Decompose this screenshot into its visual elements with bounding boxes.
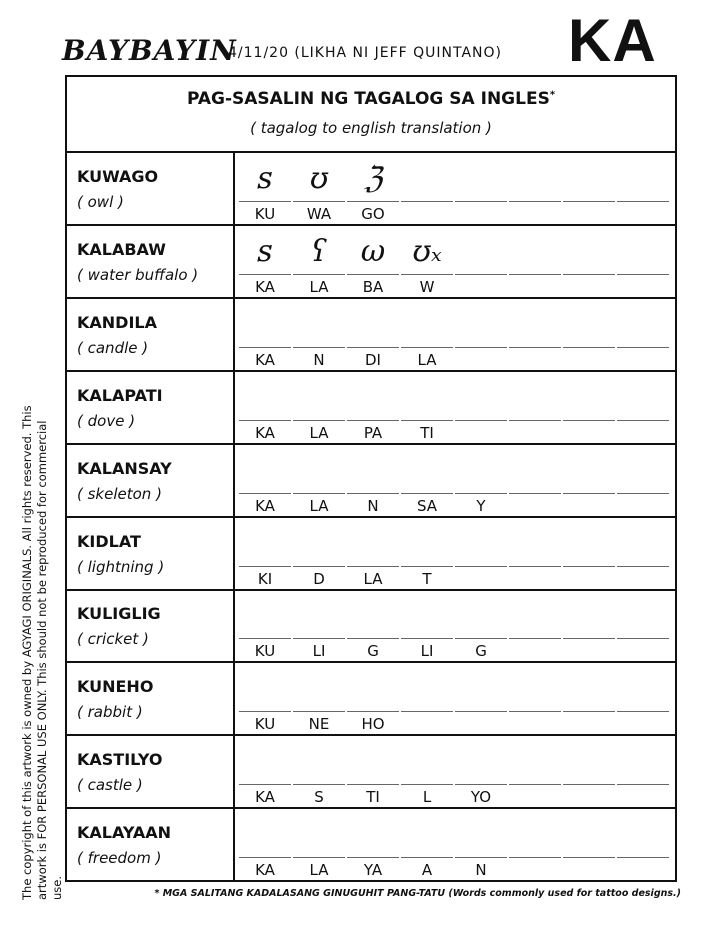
writing-slot (563, 566, 615, 567)
writing-slot (617, 274, 669, 275)
title-sub: ( tagalog to english translation ) (250, 119, 492, 137)
writing-slot (509, 784, 561, 785)
date-credit: 4/11/20 (LIKHA NI JEFF QUINTANO) (228, 45, 502, 61)
writing-slot (509, 711, 561, 712)
writing-slot (347, 420, 399, 421)
writing-slot (293, 784, 345, 785)
writing-slot (509, 420, 561, 421)
writing-slot (563, 274, 615, 275)
writing-slot (617, 566, 669, 567)
writing-slot (347, 493, 399, 494)
writing-slot (617, 711, 669, 712)
writing-slot (293, 274, 345, 275)
writing-slot (239, 784, 291, 785)
writing-slot (239, 201, 291, 202)
baybayin-glyph: ꜱ (257, 161, 273, 196)
writing-slot (455, 711, 507, 712)
writing-slot (455, 493, 507, 494)
english-translation: ( skeleton ) (77, 484, 162, 503)
syllable-label: LI (312, 642, 326, 661)
word-row (67, 299, 675, 372)
english-translation: ( freedom ) (77, 849, 162, 868)
writing-slot (563, 201, 615, 202)
english-translation: ( lightning ) (77, 557, 165, 576)
tagalog-word: KASTILYO (77, 750, 163, 770)
writing-slot (239, 857, 291, 858)
syllable-label: LA (309, 861, 329, 880)
writing-slot (509, 857, 561, 858)
writing-slot (401, 201, 453, 202)
writing-slot (563, 420, 615, 421)
word-row (67, 226, 675, 299)
syllable-label: YO (470, 788, 492, 807)
writing-slot (563, 493, 615, 494)
syllable-label: KA (255, 788, 275, 807)
writing-slot (239, 638, 291, 639)
tagalog-word: KUNEHO (77, 677, 154, 697)
syllable-label: W (419, 277, 435, 296)
syllable-label: S (314, 788, 324, 807)
writing-slot (563, 711, 615, 712)
syllable-label: KA (255, 423, 275, 442)
syllable-label: LI (420, 642, 434, 661)
syllable-label: WA (306, 205, 332, 223)
syllable-label: TI (366, 788, 380, 807)
english-translation: ( water buffalo ) (77, 265, 199, 284)
writing-slot (347, 566, 399, 567)
syllable-label: LA (309, 496, 329, 515)
writing-slot (455, 420, 507, 421)
writing-slot (347, 201, 399, 202)
writing-slot (239, 493, 291, 494)
syllable-label: L (422, 788, 432, 807)
word-row (67, 663, 675, 736)
baybayin-glyph: ω (360, 233, 386, 269)
writing-slot (401, 857, 453, 858)
english-translation: ( castle ) (77, 776, 143, 795)
english-translation: ( cricket ) (77, 630, 149, 649)
writing-slot (455, 857, 507, 858)
baybayin-glyph: ꜱ (257, 233, 273, 269)
writing-slot (293, 347, 345, 348)
writing-slot (455, 566, 507, 567)
writing-slot (401, 274, 453, 275)
syllable-label: N (367, 496, 379, 515)
writing-slot (509, 493, 561, 494)
worksheet (65, 75, 677, 882)
syllable-title: KA (568, 7, 657, 74)
writing-slot (293, 493, 345, 494)
syllable-label: D (313, 569, 325, 588)
syllable-label: GO (361, 205, 385, 223)
word-row (67, 518, 675, 591)
syllable-label: HO (361, 715, 385, 734)
writing-slot (293, 201, 345, 202)
syllable-label: LA (309, 277, 329, 296)
syllable-label: KU (254, 642, 276, 661)
writing-slot (563, 784, 615, 785)
writing-slot (401, 711, 453, 712)
title-main: PAG-SASALIN NG TAGALOG SA INGLES* (186, 89, 556, 109)
tagalog-word: KANDILA (77, 312, 157, 332)
syllable-label: PA (363, 423, 383, 442)
syllable-label: KA (255, 277, 275, 296)
word-row (67, 736, 675, 809)
syllable-label: T (422, 569, 432, 588)
writing-slot (563, 347, 615, 348)
writing-slot (239, 711, 291, 712)
syllable-label: KU (254, 205, 276, 223)
word-row (67, 372, 675, 445)
writing-slot (455, 638, 507, 639)
writing-slot (617, 784, 669, 785)
writing-slot (347, 711, 399, 712)
syllable-label: SA (416, 496, 438, 515)
syllable-label: LA (309, 423, 329, 442)
writing-slot (617, 638, 669, 639)
writing-slot (401, 638, 453, 639)
writing-slot (293, 857, 345, 858)
writing-slot (347, 638, 399, 639)
syllable-label: N (313, 350, 325, 369)
writing-slot (239, 566, 291, 567)
syllable-label: KA (255, 496, 275, 515)
syllable-label: KA (255, 350, 275, 369)
english-translation: ( candle ) (77, 338, 149, 357)
tagalog-word: KUWAGO (77, 167, 159, 186)
writing-slot (617, 420, 669, 421)
writing-slot (617, 347, 669, 348)
english-translation: ( owl ) (77, 193, 124, 211)
writing-slot (401, 420, 453, 421)
writing-slot (563, 638, 615, 639)
syllable-label: Y (476, 496, 486, 515)
writing-slot (617, 493, 669, 494)
writing-slot (293, 420, 345, 421)
syllable-label: N (475, 861, 487, 880)
writing-slot (455, 274, 507, 275)
baybayin-glyph: ʕ (310, 233, 328, 269)
copyright-note: The copyright of this artwork is owned by AGYAGI ORIGINALS. All rights reserved. This artwork is FOR PERSONAL USE ONLY. This should not be reproduced for commercial use. (20, 405, 64, 900)
writing-slot (617, 201, 669, 202)
syllable-label: G (367, 642, 379, 661)
writing-slot (293, 711, 345, 712)
writing-slot (509, 201, 561, 202)
writing-slot (347, 347, 399, 348)
word-row (67, 445, 675, 518)
syllable-label: TI (420, 423, 434, 442)
english-translation: ( rabbit ) (77, 703, 143, 722)
syllable-label: BA (362, 277, 384, 296)
writing-slot (455, 201, 507, 202)
writing-slot (293, 638, 345, 639)
writing-slot (347, 274, 399, 275)
writing-slot (347, 784, 399, 785)
syllable-label: KU (254, 715, 276, 734)
tagalog-word: KIDLAT (77, 531, 141, 551)
syllable-label: LA (417, 350, 437, 369)
syllable-label: KA (255, 861, 275, 880)
writing-slot (509, 638, 561, 639)
syllable-label: DI (365, 350, 381, 369)
footnote: * MGA SALITANG KADALASANG GINUGUHIT PANG-TATU (Words commonly used for tattoo designs.) (154, 888, 681, 899)
tagalog-word: KALAPATI (77, 385, 163, 405)
writing-slot (347, 857, 399, 858)
writing-slot (617, 857, 669, 858)
writing-slot (401, 347, 453, 348)
tagalog-word: KALABAW (77, 239, 166, 259)
writing-slot (401, 493, 453, 494)
writing-slot (563, 857, 615, 858)
tagalog-word: KALANSAY (77, 458, 172, 478)
writing-slot (455, 784, 507, 785)
writing-slot (293, 566, 345, 567)
writing-slot (239, 274, 291, 275)
writing-slot (509, 347, 561, 348)
writing-slot (509, 566, 561, 567)
writing-slot (509, 274, 561, 275)
writing-slot (401, 784, 453, 785)
word-row (67, 809, 675, 882)
syllable-label: LA (363, 569, 383, 588)
syllable-label: NE (308, 715, 330, 734)
syllable-label: YA (363, 861, 383, 880)
tagalog-word: KULIGLIG (77, 604, 161, 624)
writing-slot (455, 347, 507, 348)
baybayin-glyph: ʊ (309, 161, 329, 196)
tagalog-word: KALAYAAN (77, 823, 172, 843)
writing-slot (239, 347, 291, 348)
word-row (67, 590, 675, 663)
title-box (67, 77, 675, 153)
baybayin-glyph: ʊₓ (412, 233, 442, 269)
english-translation: ( dove ) (77, 411, 136, 430)
baybayin-glyph: ℨ (363, 161, 383, 196)
writing-slot (239, 420, 291, 421)
syllable-label: KI (257, 569, 273, 588)
baybayin-logo: BAYBAYIN (62, 34, 237, 67)
writing-slot (401, 566, 453, 567)
word-row (67, 153, 675, 226)
syllable-label: G (475, 642, 487, 661)
syllable-label: A (421, 861, 433, 880)
